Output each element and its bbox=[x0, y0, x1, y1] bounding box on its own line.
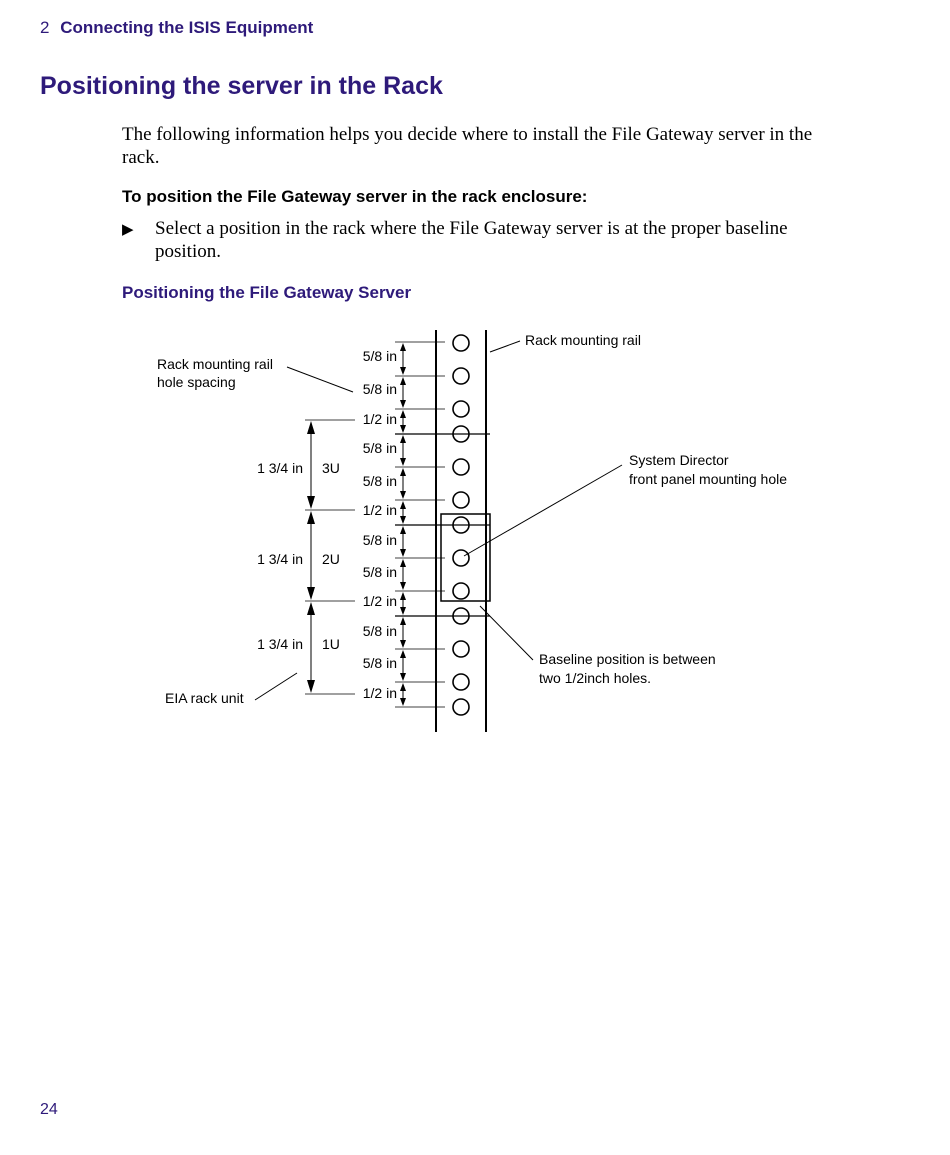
mounting-hole bbox=[453, 335, 469, 351]
arrowhead-down-icon bbox=[307, 587, 315, 600]
arrowhead-up-icon bbox=[307, 421, 315, 434]
arrowhead-up-icon bbox=[400, 617, 406, 625]
arrowhead-up-icon bbox=[307, 602, 315, 615]
label-hole-spacing-line2: hole spacing bbox=[157, 374, 236, 390]
intro-paragraph: The following information helps you decide where to install the File Gateway server in the rack. bbox=[122, 124, 813, 168]
mounting-hole bbox=[453, 492, 469, 508]
mounting-hole bbox=[453, 641, 469, 657]
arrowhead-up-icon bbox=[400, 559, 406, 567]
arrowhead-up-icon bbox=[400, 526, 406, 534]
arrowhead-up-icon bbox=[307, 511, 315, 524]
figure-title: Positioning the File Gateway Server bbox=[122, 283, 412, 302]
arrowhead-up-icon bbox=[400, 343, 406, 351]
arrowhead-down-icon bbox=[400, 582, 406, 590]
arrowhead-down-icon bbox=[400, 549, 406, 557]
mounting-hole bbox=[453, 368, 469, 384]
arrowhead-down-icon bbox=[400, 491, 406, 499]
arrowhead-up-icon bbox=[400, 410, 406, 418]
label-eia-rack-unit: EIA rack unit bbox=[165, 690, 244, 706]
spacing-label: 1/2 in bbox=[362, 685, 397, 701]
label-system-director-line1: System Director bbox=[629, 452, 729, 468]
triangle-bullet-icon: ▶ bbox=[122, 220, 134, 238]
section-title: Positioning the server in the Rack bbox=[40, 72, 443, 100]
page-number: 24 bbox=[40, 1101, 58, 1118]
spacing-label: 1/2 in bbox=[362, 593, 397, 609]
unit-name-label: 3U bbox=[322, 460, 340, 476]
spacing-label: 5/8 in bbox=[362, 532, 397, 548]
mounting-hole bbox=[453, 550, 469, 566]
arrowhead-up-icon bbox=[400, 592, 406, 600]
spacing-label: 1/2 in bbox=[362, 502, 397, 518]
spacing-label: 5/8 in bbox=[362, 564, 397, 580]
arrowhead-down-icon bbox=[400, 698, 406, 706]
leader-hole-spacing bbox=[287, 367, 353, 392]
arrowhead-up-icon bbox=[400, 377, 406, 385]
arrowhead-down-icon bbox=[400, 640, 406, 648]
spacing-label: 5/8 in bbox=[362, 623, 397, 639]
spacing-label: 5/8 in bbox=[362, 440, 397, 456]
leader-eia bbox=[255, 673, 297, 700]
leader-system-director bbox=[464, 465, 622, 556]
mounting-hole bbox=[453, 401, 469, 417]
mounting-hole bbox=[453, 699, 469, 715]
unit-height-label: 1 3/4 in bbox=[257, 460, 303, 476]
spacing-label: 5/8 in bbox=[362, 655, 397, 671]
unit-height-label: 1 3/4 in bbox=[257, 551, 303, 567]
mounting-hole bbox=[453, 583, 469, 599]
unit-name-label: 1U bbox=[322, 636, 340, 652]
label-baseline-line2: two 1/2inch holes. bbox=[539, 670, 652, 686]
arrowhead-down-icon bbox=[400, 516, 406, 524]
unit-name-label: 2U bbox=[322, 551, 340, 567]
spacing-label: 5/8 in bbox=[362, 381, 397, 397]
chapter-title: Connecting the ISIS Equipment bbox=[60, 18, 314, 37]
arrowhead-down-icon bbox=[400, 400, 406, 408]
arrowhead-down-icon bbox=[400, 367, 406, 375]
arrowhead-up-icon bbox=[400, 435, 406, 443]
label-hole-spacing-line1: Rack mounting rail bbox=[157, 356, 273, 372]
leader-rack-rail bbox=[490, 341, 520, 352]
arrowhead-up-icon bbox=[400, 683, 406, 691]
unit-dimensions bbox=[257, 420, 355, 694]
spacing-label: 5/8 in bbox=[362, 473, 397, 489]
arrowhead-down-icon bbox=[400, 458, 406, 466]
arrowhead-down-icon bbox=[400, 607, 406, 615]
arrowhead-up-icon bbox=[400, 468, 406, 476]
arrowhead-down-icon bbox=[307, 680, 315, 693]
leader-baseline bbox=[480, 606, 533, 660]
spacing-grid bbox=[363, 342, 490, 707]
arrowhead-down-icon bbox=[400, 673, 406, 681]
procedure-heading: To position the File Gateway server in the rack enclosure: bbox=[122, 187, 588, 206]
arrowhead-down-icon bbox=[307, 496, 315, 509]
arrowhead-down-icon bbox=[400, 425, 406, 433]
chapter-number: 2 bbox=[40, 18, 50, 37]
spacing-label: 5/8 in bbox=[362, 348, 397, 364]
spacing-label: 1/2 in bbox=[362, 411, 397, 427]
arrowhead-up-icon bbox=[400, 650, 406, 658]
system-director-bracket bbox=[441, 514, 490, 601]
label-rack-mounting-rail: Rack mounting rail bbox=[525, 332, 641, 348]
arrowhead-up-icon bbox=[400, 501, 406, 509]
step-text: Select a position in the rack where the File Gateway server is at the proper baseline position. bbox=[155, 218, 788, 262]
unit-height-label: 1 3/4 in bbox=[257, 636, 303, 652]
mounting-hole bbox=[453, 459, 469, 475]
mounting-hole bbox=[453, 674, 469, 690]
label-system-director-line2: front panel mounting hole bbox=[629, 471, 787, 487]
label-baseline-line1: Baseline position is between bbox=[539, 651, 716, 667]
